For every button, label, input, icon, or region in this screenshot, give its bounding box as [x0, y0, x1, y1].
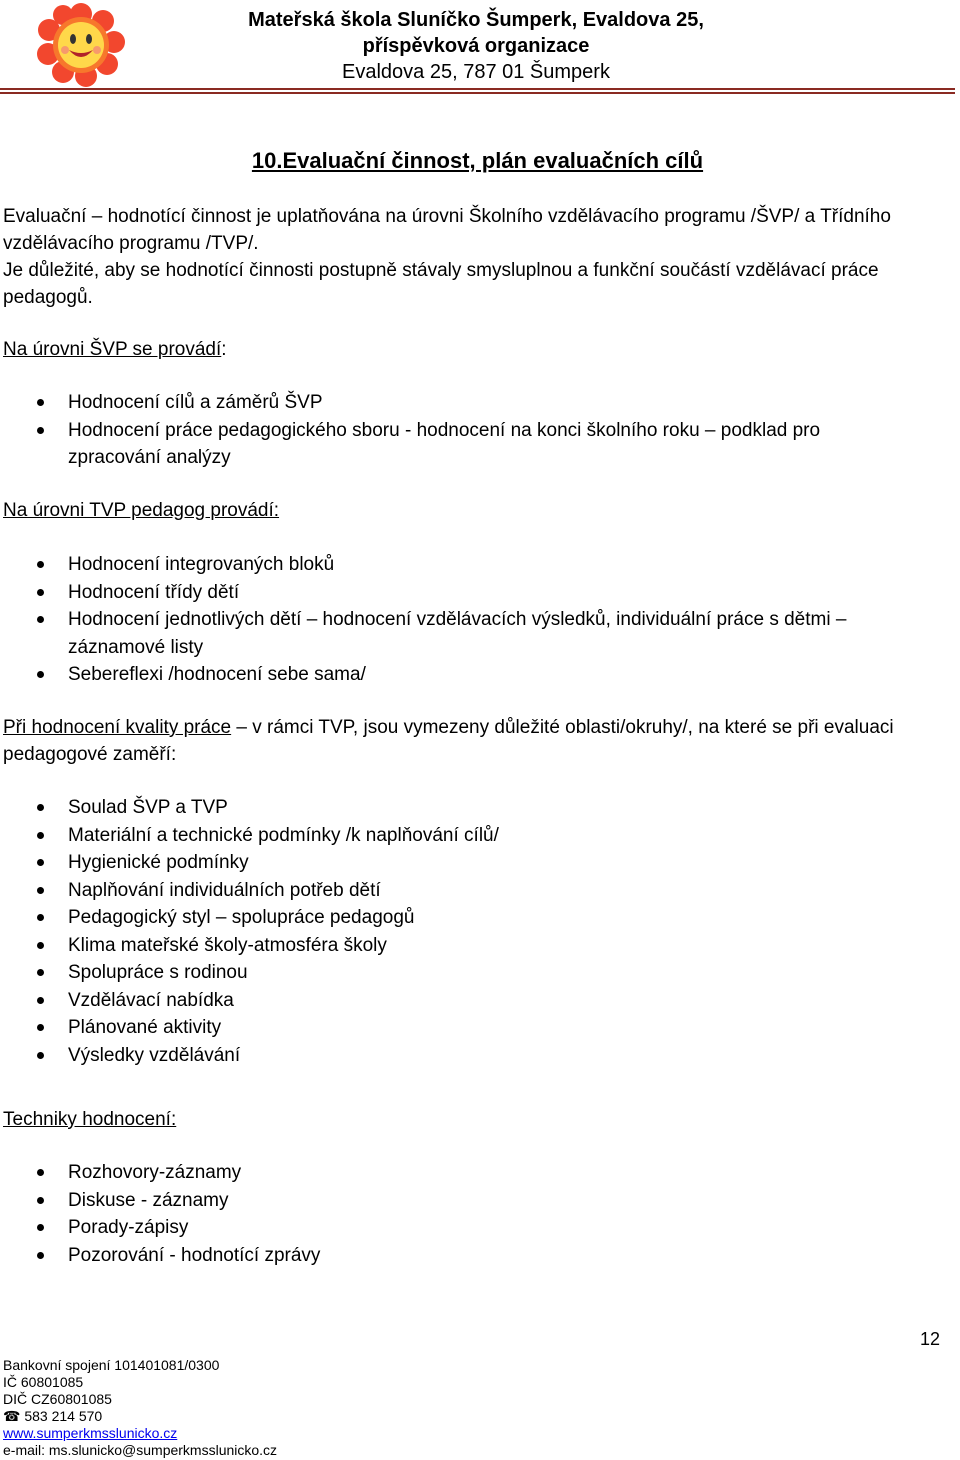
footer-email: e-mail: ms.slunicko@sumperkmsslunicko.cz	[3, 1442, 278, 1458]
list-item: Klima mateřské školy-atmosféra školy	[0, 932, 900, 960]
footer-ic: IČ 60801085	[3, 1374, 84, 1390]
svp-heading: Na úrovni ŠVP se provádí:	[3, 339, 227, 360]
header-rule-top	[0, 88, 955, 90]
footer-phone-row	[3, 1408, 102, 1425]
svp-list	[0, 389, 900, 472]
header-address: Evaldova 25, 787 01 Šumperk	[342, 61, 610, 83]
list-item: Výsledky vzdělávání	[0, 1042, 900, 1070]
list-item: Sebereflexi /hodnocení sebe sama/	[0, 661, 900, 689]
quality-list	[0, 794, 900, 1069]
footer-phone: 583 214 570	[24, 1408, 103, 1424]
page-number: 12	[920, 1329, 941, 1349]
quality-paragraph: Při hodnocení kvality práce – v rámci TVP, jsou vymezeny důležité oblasti/okruhy/, na které se při evaluaci pedagogové zaměří:	[3, 717, 894, 765]
list-item: Rozhovory-záznamy	[0, 1159, 900, 1187]
list-item: Materiální a technické podmínky /k naplňování cílů/	[0, 822, 900, 850]
website-link[interactable]: www.sumperkmsslunicko.cz	[3, 1425, 178, 1441]
list-item: Hygienické podmínky	[0, 849, 900, 877]
list-item: Pozorování - hodnotící zprávy	[0, 1242, 900, 1270]
list-item: Porady-zápisy	[0, 1214, 900, 1242]
list-item: Hodnocení práce pedagogického sboru - hodnocení na konci školního roku – podklad pro zpracování analýzy	[0, 417, 900, 472]
techniques-heading: Techniky hodnocení:	[3, 1109, 177, 1130]
footer-bank: Bankovní spojení 101401081/0300	[3, 1357, 220, 1373]
list-item: Spolupráce s rodinou	[0, 959, 900, 987]
list-item: Hodnocení jednotlivých dětí – hodnocení vzdělávacích výsledků, individuální práce s dětmi – záznamové listy	[0, 606, 900, 661]
list-item: Soulad ŠVP a TVP	[0, 794, 900, 822]
school-logo-sun	[36, 2, 126, 88]
intro-paragraph-1: Evaluační – hodnotící činnost je uplatňována na úrovni Školního vzdělávacího programu /ŠVP/ a Třídního vzdělávacího programu /TVP/.	[3, 206, 891, 254]
list-item: Diskuse - záznamy	[0, 1187, 900, 1215]
tvp-list	[0, 551, 900, 689]
list-item: Hodnocení třídy dětí	[0, 579, 900, 607]
header-organization-type: příspěvková organizace	[362, 35, 590, 57]
footer-web[interactable]	[3, 1425, 177, 1442]
header-school-name: Mateřská škola Sluníčko Šumperk, Evaldova 25,	[248, 9, 704, 31]
intro-paragraph-2: Je důležité, aby se hodnotící činnosti postupně stávaly smysluplnou a funkční součástí vzdělávací práce pedagogů.	[3, 260, 879, 308]
list-item: Vzdělávací nabídka	[0, 987, 900, 1015]
list-item: Pedagogický styl – spolupráce pedagogů	[0, 904, 900, 932]
header-rule-bottom	[0, 92, 955, 94]
tvp-heading: Na úrovni TVP pedagog provádí:	[3, 500, 280, 521]
list-item: Naplňování individuálních potřeb dětí	[0, 877, 900, 905]
techniques-list	[0, 1159, 900, 1269]
phone-icon: ☎	[3, 1408, 21, 1424]
list-item: Hodnocení cílů a záměrů ŠVP	[0, 389, 900, 417]
list-item: Plánované aktivity	[0, 1014, 900, 1042]
list-item: Hodnocení integrovaných bloků	[0, 551, 900, 579]
page-title: 10.Evaluační činnost, plán evaluačních cílů	[251, 148, 704, 173]
footer-dic: DIČ CZ60801085	[3, 1391, 112, 1407]
